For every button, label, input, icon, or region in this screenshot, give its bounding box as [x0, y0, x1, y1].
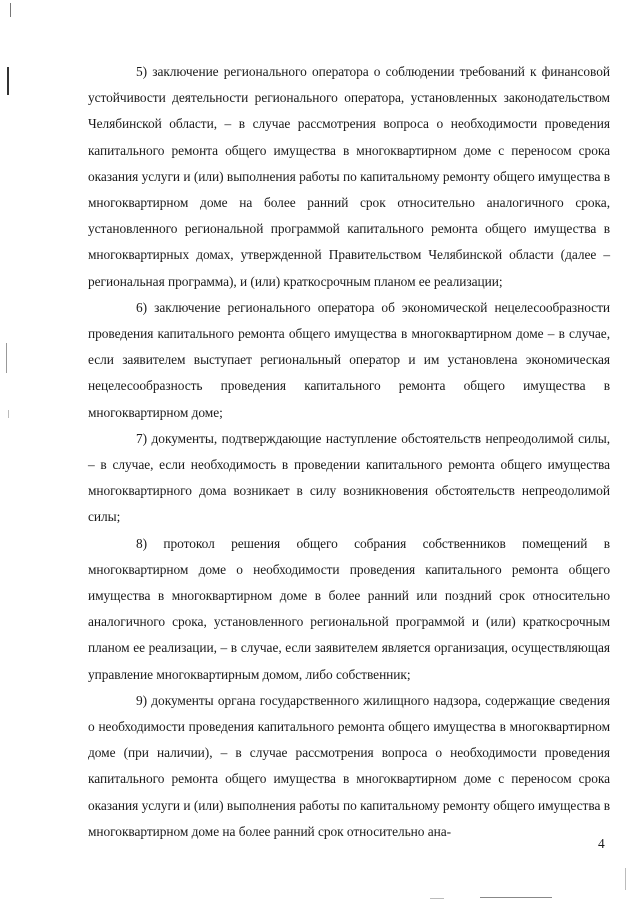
scan-artifact-mark	[7, 67, 9, 95]
scan-artifact-line	[480, 897, 552, 898]
paragraph-item-5: 5) заключение регионального оператора о соблюдении требований к финансовой устойчивости деятельности регионального оператора, установленных законодательством Челябинской области, – в случае рассмотрения вопроса о необходимости проведения капитального ремонта общего имущества в многоквартирном доме с переносом срока оказания услуги и (или) выполнения работы по капитальному ремонту общего имущества в многоквартирном доме на более ранний срок относительно аналогичного срока, установленного региональной программой капитального ремонта общего имущества в многоквартирных домах, утвержденной Правительством Челябинской области (далее – региональная программа), и (или) краткосрочным планом ее реализации;	[88, 64, 610, 289]
document-body	[88, 59, 610, 845]
paragraph-item-6: 6) заключение регионального оператора об экономической нецелесообразности проведения капитального ремонта общего имущества в многоквартирном доме – в случае, если заявителем выступает региональный оператор и им установлена экономическая нецелесообразность проведения капитального ремонта общего имущества в многоквартирном доме;	[88, 299, 610, 420]
paragraph-item-9: 9) документы органа государственного жилищного надзора, содержащие сведения о необходимости проведения капитального ремонта общего имущества в многоквартирном доме (при наличии), – в случае рассмотрения вопроса о необходимости проведения капитального ремонта общего имущества в многоквартирном доме с переносом срока оказания услуги и (или) выполнения работы по капитальному ремонту общего имущества в многоквартирном доме на более ранний срок относительно ана-	[88, 692, 610, 839]
scan-artifact-mark	[625, 868, 626, 890]
page-number: 4	[598, 836, 605, 851]
scan-artifact-mark	[6, 343, 7, 373]
paragraph-item-8: 8) протокол решения общего собрания собственников помещений в многоквартирном доме о необходимости проведения капитального ремонта общего имущества в многоквартирном доме в более ранний или поздний срок относительно аналогичного срока, установленного региональной программой и (или) краткосрочным планом ее реализации, – в случае, если заявителем является организация, осуществляющая управление многоквартирным домом, либо собственник;	[88, 535, 610, 682]
paragraph-item-7: 7) документы, подтверждающие наступление обстоятельств непреодолимой силы, – в случае, если необходимость в проведении капитального ремонта общего имущества многоквартирного дома возникает в силу возникновения обстоятельств непреодолимой силы;	[88, 430, 610, 525]
scan-artifact-mark	[10, 3, 11, 17]
scan-artifact-mark	[8, 410, 9, 418]
scan-artifact-line	[430, 898, 444, 899]
